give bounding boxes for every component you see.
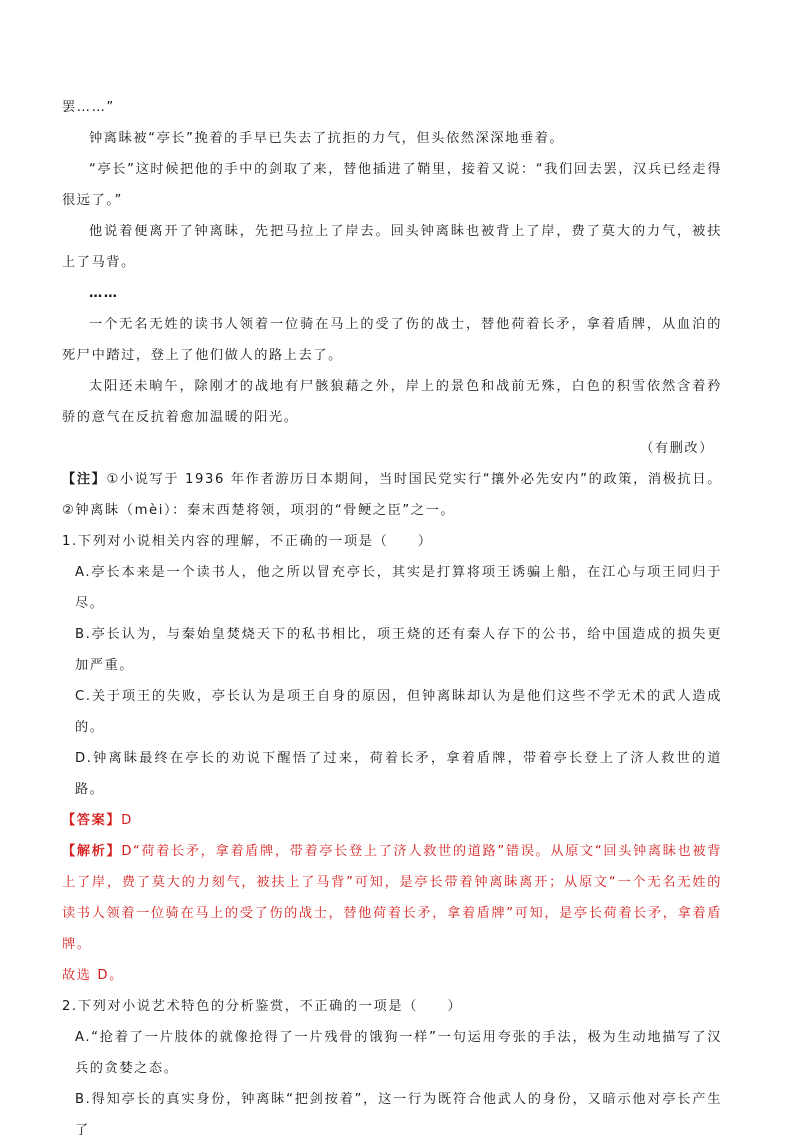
question-1-option-a: A.亭长本来是一个读书人，他之所以冒充亭长，其实是打算将项王诱骗上船，在江心与项王同归于尽。	[75, 565, 722, 611]
story-ellipsis: ……	[89, 286, 119, 301]
note-label: 【注】	[62, 472, 107, 487]
story-paragraph: “亭长”这时候把他的手中的剑取了来，替他插进了鞘里，接着又说：“我们回去罢，汉兵已经走得很远了。”	[62, 162, 722, 208]
story-paragraph: 罢……”	[62, 100, 115, 115]
question-2-option-a: A.“抢着了一片肢体的就像抢得了一片残骨的饿狗一样”一句运用夸张的手法，极为生动地描写了汉兵的贪婪之态。	[75, 1030, 722, 1076]
analysis-text: D“荷着长矛，拿着盾牌，带着亭长登上了济人救世的道路”错误。从原文“回头钟离眛也被背上了岸，费了莫大的力刻气，被扶上了马背”可知，是亭长带着钟离眛离开；从原文“一个无名无姓的读书人领着一位骑在马上的受了伤的战士，替他荷着长矛，拿着盾牌”可知，是亭长荷着长矛，拿着盾牌。	[62, 844, 723, 952]
answer-label: 【答案】	[62, 813, 122, 828]
story-paragraph: 他说着便离开了钟离眛，先把马拉上了岸去。回头钟离眛也被背上了岸，费了莫大的力气，被扶上了马背。	[62, 224, 722, 270]
analysis-label: 【解析】	[62, 844, 122, 859]
story-paragraph: 太阳还未晌午，除刚才的战地有尸骸狼藉之外，岸上的景色和战前无殊，白色的积雪依然含着矜骄的意气在反抗着愈加温暖的阳光。	[62, 379, 722, 425]
question-1-option-b: B.亭长认为，与秦始皇焚烧天下的私书相比，项王烧的还有秦人存下的公书，给中国造成的损失更加严重。	[75, 627, 722, 673]
story-paragraph: 一个无名无姓的读书人领着一位骑在马上的受了伤的战士，替他荷着长矛，拿着盾牌，从血泊的死尸中踏过，登上了他们做人的路上去了。	[62, 317, 722, 363]
annotation-note	[62, 464, 722, 526]
answer-value: D	[121, 813, 133, 828]
document-page	[62, 92, 722, 1146]
question-2-option-b: B.得知亭长的真实身份，钟离眛“把剑按着”，这一行为既符合他武人的身份，又暗示他对亭长产生了	[75, 1092, 722, 1138]
note-text: ①小说写于 1936 年作者游历日本期间，当时国民党实行“攘外必先安内”的政策，消极抗日。②钟离眛（mèi）：秦末西楚将领，项羽的“骨鲠之臣”之一。	[62, 472, 722, 518]
question-1-option-c: C.关于项王的失败，亭长认为是项王自身的原因，但钟离眛却认为是他们这些不学无术的武人造成的。	[75, 689, 722, 735]
story-paragraph: 钟离眛被“亭长”挽着的手早已失去了抗拒的力气，但头依然深深地垂着。	[89, 131, 565, 146]
question-1-answer	[62, 805, 722, 836]
question-1-conclusion: 故选 D。	[62, 968, 124, 983]
question-1-analysis	[62, 836, 722, 960]
source-note: （有删改）	[640, 441, 714, 456]
question-1-stem: 1.下列对小说相关内容的理解，不正确的一项是（ ）	[62, 534, 433, 549]
question-1-option-d: D.钟离眛最终在亭长的劝说下醒悟了过来，荷着长矛，拿着盾牌，带着亭长登上了济人救世的道路。	[75, 751, 722, 797]
question-2-stem: 2.下列对小说艺术特色的分析鉴赏，不正确的一项是（ ）	[62, 999, 463, 1014]
